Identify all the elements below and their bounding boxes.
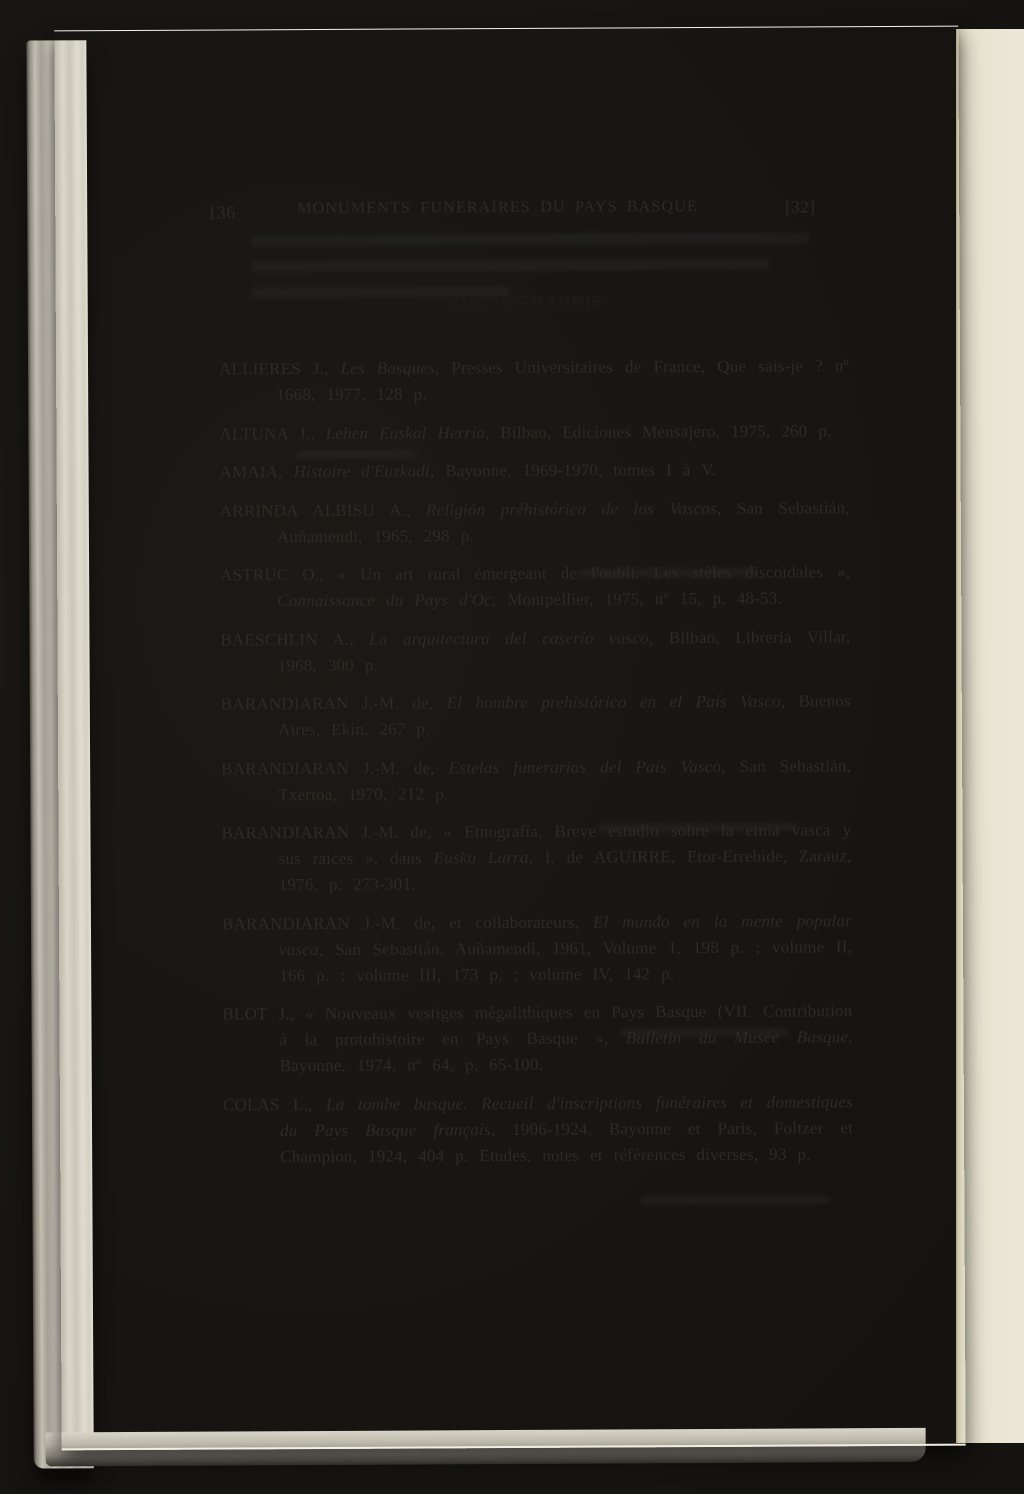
bibliography-entry <box>220 559 850 614</box>
entry-text: Bilbao, Libreria Villar, 1968, 300 p. <box>277 626 851 675</box>
bibliography-entry <box>221 817 851 898</box>
bibliography-entry <box>223 1089 853 1170</box>
page-number: 136 <box>207 202 236 223</box>
bibliography-entry <box>219 418 849 447</box>
show-through-smudge <box>640 1195 830 1205</box>
entry-text: I. de AGUIRRE, Etor-Errebide, Zarauz, 1976, p. 273-301. <box>278 846 852 895</box>
entry-work-title: El mundo en la mente popular vasca, <box>279 910 852 959</box>
page-header <box>55 197 959 228</box>
running-title: MONUMENTS FUNERAIRES DU PAYS BASQUE <box>297 198 699 218</box>
bibliography-entry <box>220 495 850 550</box>
entry-text: ASTRUC O., « Un art rural émergeant de l'oubli. Les stèles discoïdales », <box>220 562 851 585</box>
entry-text: ALLIERES J., <box>219 358 341 379</box>
entry-work-title: El hombre prehistórico en el País Vasco, <box>446 691 786 713</box>
entry-text: Bilbao, Ediciones Mensajero, 1975, 260 p. <box>489 420 832 442</box>
entry-text: BARANDIARAN J.-M. de, et collaborateurs, <box>221 912 594 934</box>
entry-text: San Sebastián, Auñamendi, 1961, Volume 1, 198 p. ; volume II, 166 p. ; volume III, 173 p. ; volume IV, 142 p. <box>279 936 853 985</box>
show-through-smudge <box>250 232 810 246</box>
bibliography-entry <box>222 998 852 1079</box>
entry-work-title: La arquitectura del caserío vasco, <box>369 627 654 649</box>
entry-work-title: Histoire d'Euzkadi, <box>293 461 435 482</box>
entry-text: BARANDIARAN J.-M. de, <box>221 757 449 779</box>
entry-text: Presses Universitaires de France, Que sais-je ? nº 1668, 1977, 128 p. <box>276 356 850 405</box>
section-heading: BIBLIOGRAPHIE <box>447 291 605 313</box>
bibliography-entry <box>219 353 849 408</box>
entry-text: BARANDIARAN J.-M. de, « Etnografía. Breve estudio sobre la etnia vasca y sus raices », dans <box>221 820 852 869</box>
entry-text: Bayonne, 1969-1970, tomes I à V. <box>434 459 716 481</box>
entry-text: Bayonne, 1974, nº 64, p. 65-100. <box>279 1054 544 1076</box>
entry-text: ARRINDA ALBISU A., <box>219 499 427 521</box>
bibliography-entry <box>220 624 850 679</box>
bibliography-list <box>219 353 853 1182</box>
entry-work-title: Connaissance du Pays d'Oc, <box>277 590 497 611</box>
entry-text: Buenos Aires, Ekin, 267 p. <box>277 691 851 740</box>
bibliography-entry <box>221 753 851 808</box>
entry-text: BAESCHLIN A., <box>220 629 370 650</box>
book-page <box>54 26 965 1451</box>
entry-work-title: Estelas funerarias del País Vasco, <box>448 756 726 777</box>
entry-work-title: Religión préhistórica de los Vascos, <box>426 498 722 519</box>
entry-work-title: Eusko Lurra, <box>433 847 534 868</box>
entry-text: AMAIA, <box>219 462 294 482</box>
entry-text: Montpellier, 1975, nº 15, p. 48-53. <box>496 588 782 610</box>
bibliography-entry <box>221 688 851 743</box>
entry-work-title: Bulletin du Musée Basque, <box>625 1027 853 1048</box>
entry-text: ALTUNA J., <box>219 423 326 444</box>
bibliography-entry <box>220 456 850 485</box>
entry-text: 1906-1924, Bayonne et Paris, Foltzer et Champion, 1924, 404 p. Etudes, notes et références diverses, 93 p. <box>280 1117 854 1166</box>
entry-text: COLAS L., <box>222 1094 327 1115</box>
entry-text: San Sebastián, Txertoa, 1970, 212 p. <box>278 755 852 804</box>
entry-text: BLOT J., « Nouveaux vestiges mégalithiques en Pays Basque (VII. Contribution à la protohistoire en Pays Basque », <box>222 1001 853 1050</box>
entry-work-title: Lehen Euskal Herria, <box>325 422 490 443</box>
entry-work-title: Les Basques, <box>340 358 440 378</box>
bracket-number: [32] <box>785 197 816 217</box>
entry-text: BARANDIARAN J.-M. de, <box>220 693 447 714</box>
entry-text: San Sebastián, Auñamendi, 1965, 298 p. <box>276 497 850 546</box>
entry-work-title: La tombe basque. Recueil d'inscriptions funéraires et domestiques du Pays Basque français, <box>279 1091 853 1140</box>
bibliography-entry <box>222 908 852 989</box>
show-through-smudge <box>250 259 770 273</box>
